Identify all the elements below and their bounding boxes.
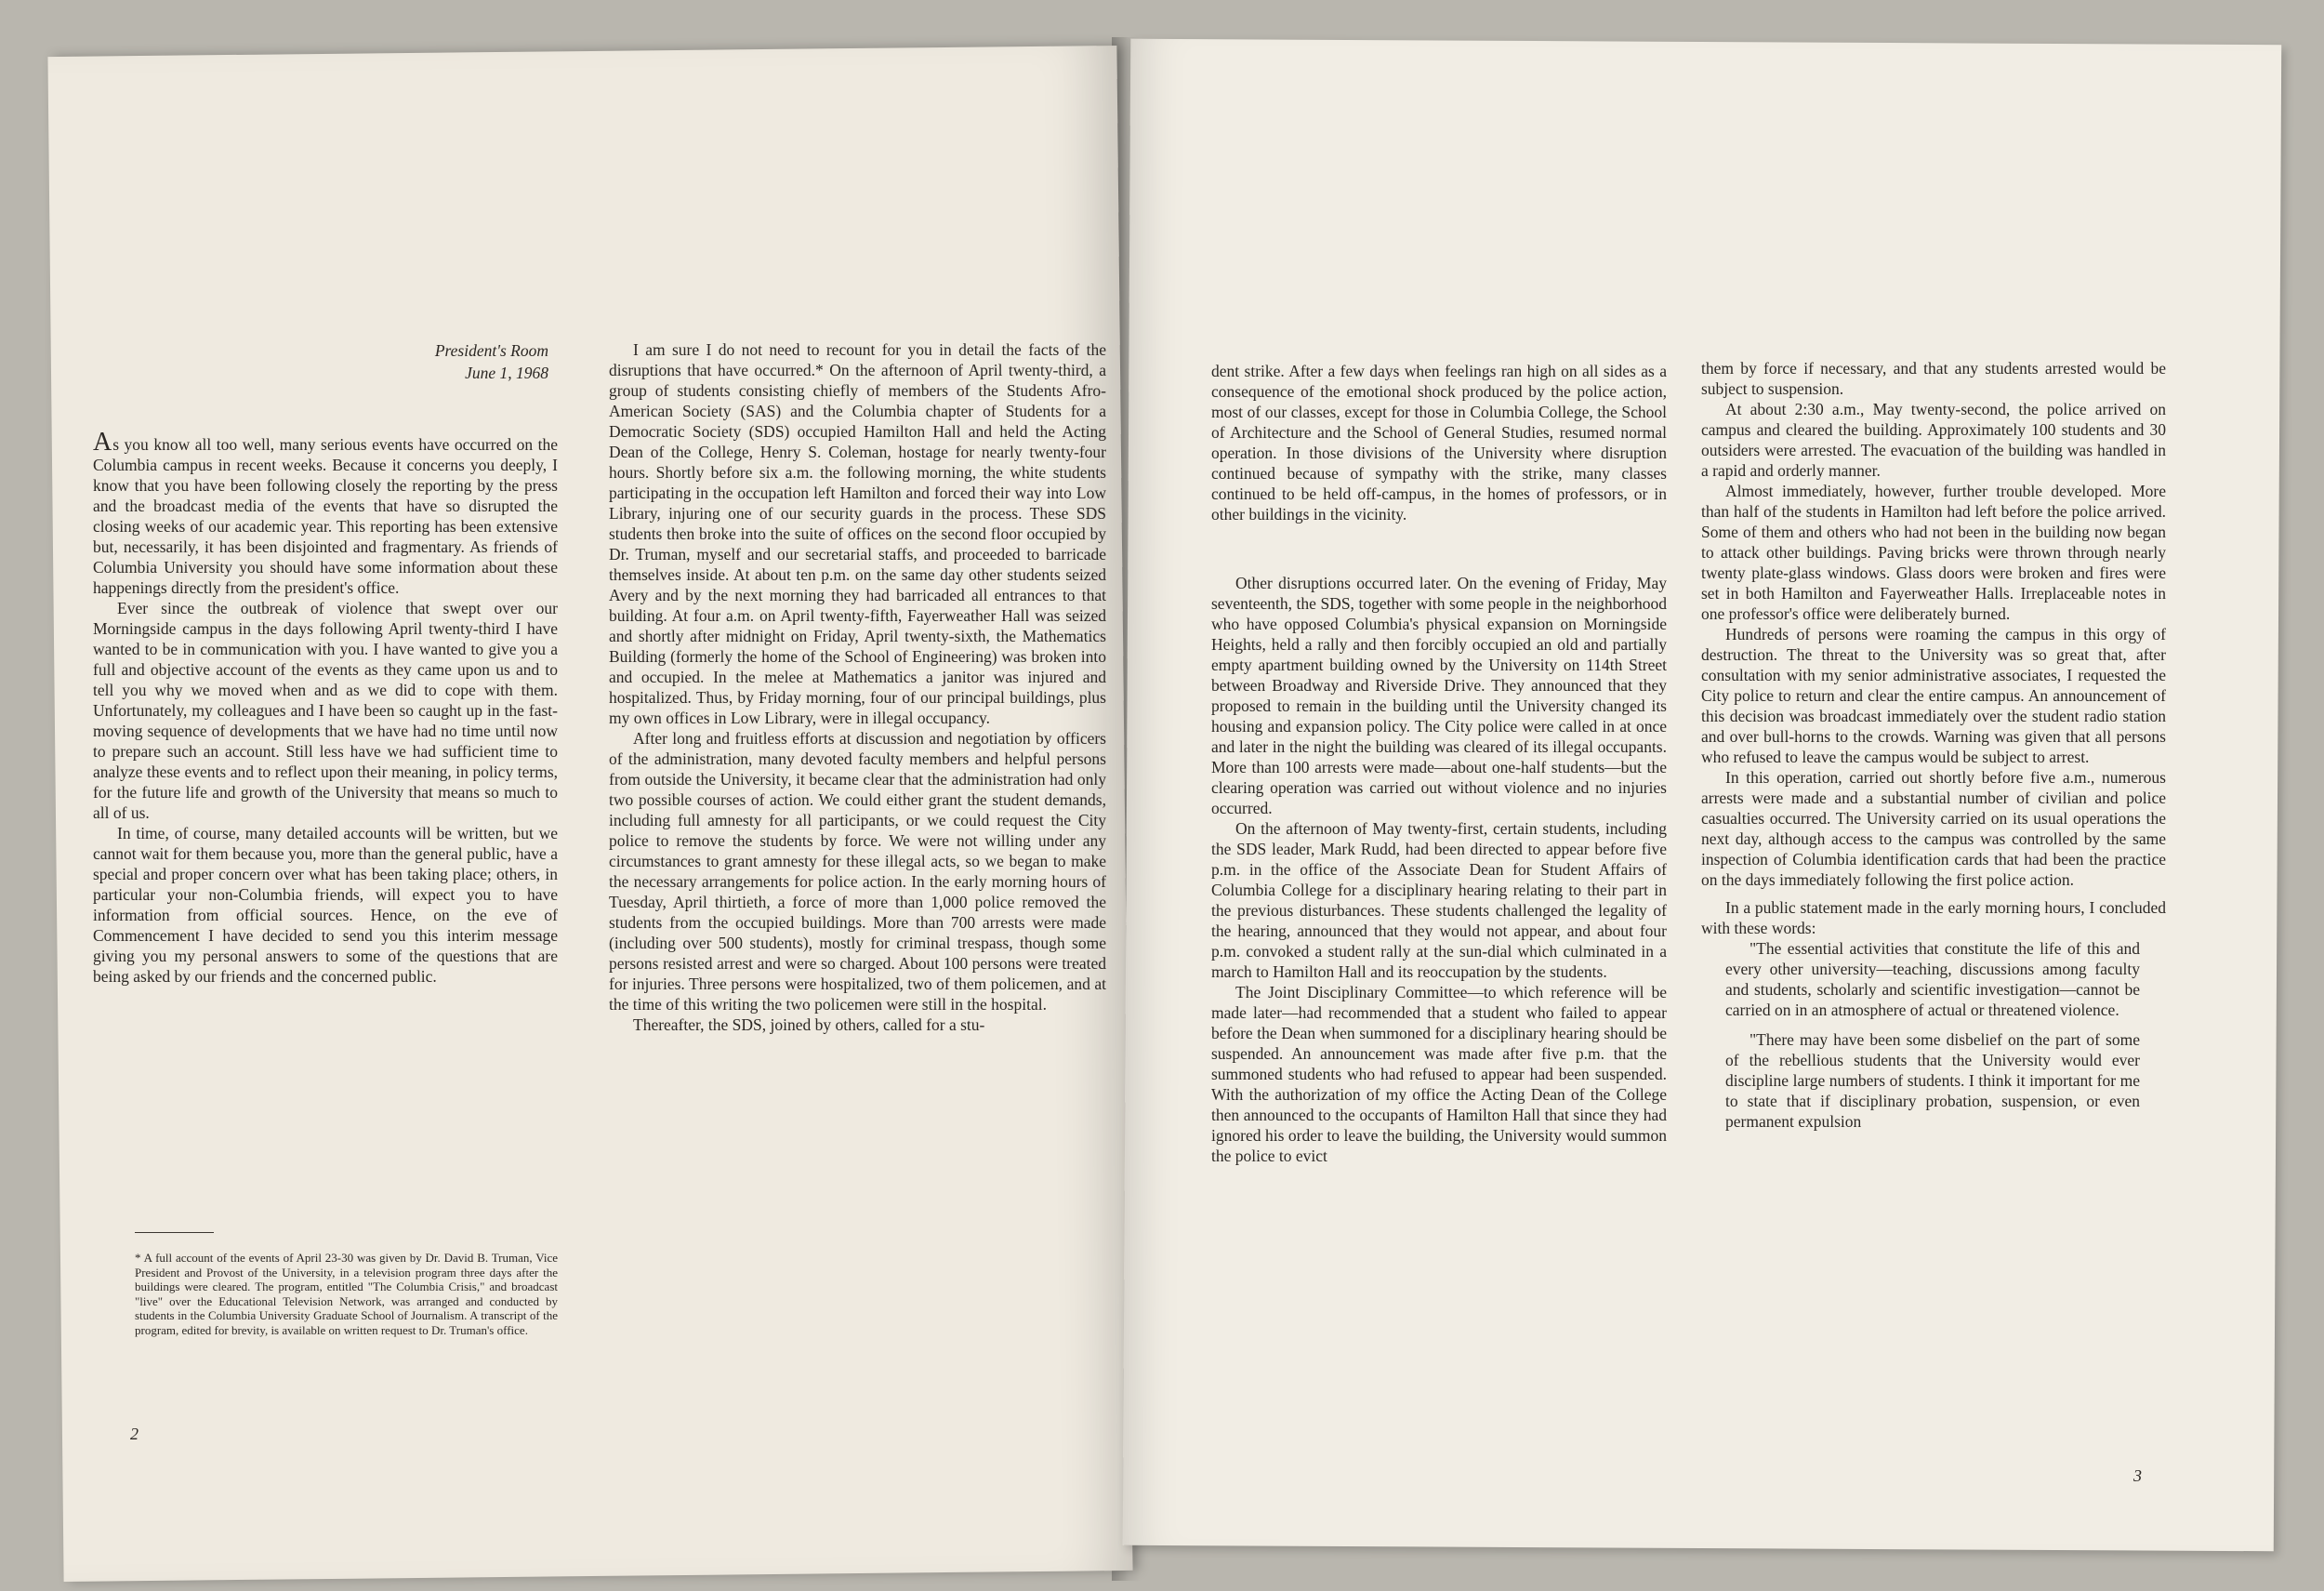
drop-cap: A: [93, 428, 113, 457]
paragraph: I am sure I do not need to recount for you in detail the facts of the disruptions that have occurred.* On the afternoon of April twenty-third, a group of students consisting chiefly of members of the Students Afro-American Society (SAS) and the Columbia chapter of Students for a Democratic Society (SDS) occupied Hamilton Hall and held the Acting Dean of the College, Henry S. Coleman, hostage for nearly twenty-four hours. Shortly before six a.m. the following morning, the white students participating in the occupation left Hamilton and forced their way into Low Library, injuring one of our security guards in the process. These SDS students then broke into the suite of offices on the second floor occupied by Dr. Truman, myself and our secretarial staffs, and proceeded to barricade themselves inside. At about ten p.m. on the same day other students seized Avery and by the next morning they had barricaded all entrances to that building. At four a.m. on April twenty-fifth, Fayerweather Hall was seized and shortly after midnight on Friday, April twenty-sixth, the Mathematics Building (formerly the home of the School of Engineering) was broken into and occupied. In the melee at Mathematics a janitor was injured and hospitalized. Thus, by Friday morning, four of our principal buildings, plus my own offices in Low Library, were in illegal occupancy.: [609, 340, 1106, 727]
paragraph: them by force if necessary, and that any students arrested would be subject to suspension.: [1701, 359, 2166, 398]
page-number-right: 3: [2133, 1466, 2142, 1485]
paragraph: Hundreds of persons were roaming the campus in this orgy of destruction. The threat to the University was so great that, after consultation with my senior administrative associates, I requested the City police to return and clear the entire campus. An announcement of this decision was broadcast immediately over the student radio station and over bull-horns to the crowds. Warning was given that all persons who refused to leave the campus would be subject to arrest.: [1701, 625, 2166, 766]
paragraph: In a public statement made in the early morning hours, I concluded with these words:: [1701, 898, 2166, 937]
paragraph: In this operation, carried out shortly before five a.m., numerous arrests were made and a substantial number of civilian and police casualties occurred. The University carried on its usual operations the next day, although access to the campus was controlled by the same inspection of Columbia identification cards that had been the practice on the days immediately following the first police action.: [1701, 768, 2166, 889]
paragraph: After long and fruitless efforts at discussion and negotiation by officers of the administration, many devoted faculty members and helpful persons from outside the University, it became clear that the administration had only two possible courses of action. We could either grant the student demands, including full amnesty for all participants, or we could request the City police to remove the students by force. We were not willing under any circumstances to grant amnesty for these illegal acts, so we began to make the necessary arrangements for police action. In the early morning hours of Tuesday, April thirtieth, a force of more than 1,000 police removed the students from the occupied buildings. More than 700 arrests were made (including over 500 students), mostly for criminal trespass, though some persons resisted arrest and were so charged. About 100 persons were treated for injuries. Three persons were hospitalized, two of them policemen, and at the time of this writing the two policemen were still in the hospital.: [609, 729, 1106, 1014]
left-column-1: [93, 428, 558, 987]
right-column-2: [1701, 358, 2166, 1132]
footnote: [135, 1251, 558, 1337]
paragraph: In time, of course, many detailed accounts will be written, but we cannot wait for them because you, more than the general public, have a special and proper concern over what has been taking place; others, in particular your non-Columbia friends, will expect you to have information from official sources. Hence, on the eve of Commencement I have decided to send you this interim message giving you my personal answers to some of the questions that are being asked by our friends and the concerned public.: [93, 824, 558, 986]
dateline: [363, 339, 548, 384]
paragraph: On the afternoon of May twenty-first, certain students, including the SDS leader, Mark Rudd, had been directed to appear before five p.m. in the office of the Associate Dean for Student Affairs of Columbia College for a disciplinary hearing relating to their part in the previous disturbances. These students challenged the legality of the hearing, announced that they would not appear, and about four p.m. convoked a student rally at the sun-dial which culminated in a march to Hamilton Hall and its reoccupation by the students.: [1211, 819, 1667, 981]
paragraph-text: s you know all too well, many serious events have occurred on the Columbia campus in recent weeks. Because it concerns you deeply, I know that you have been following closely the reporting by the press and the broadcast media of the events that have so disrupted the closing weeks of our academic year. This reporting has been extensive but, necessarily, it has been disjointed and fragmentary. As friends of Columbia University you should have some information about these happenings directly from the president's office.: [93, 435, 558, 597]
paragraph: At about 2:30 a.m., May twenty-second, the police arrived on campus and cleared the building. Approximately 100 students and 30 outsiders were arrested. The evacuation of the building was handled in a rapid and orderly manner.: [1701, 400, 2166, 480]
left-column-2: [609, 339, 1106, 1035]
paragraph: Ever since the outbreak of violence that swept over our Morningside campus in the days following April twenty-third I have wanted to be in communication with you. I have wanted to give you a full and objective account of the events as they came upon us and to tell you why we moved when and as we did to cope with them. Unfortunately, my colleagues and I have been so caught up in the fast-moving sequence of developments that we have had no time until now to prepare such an account. Still less have we had sufficient time to analyze these events and to reflect upon their meaning, in policy terms, for the future life and growth of the University that means so much to all of us.: [93, 599, 558, 822]
dateline-location: President's Room: [434, 341, 548, 360]
paragraph: Other disruptions occurred later. On the evening of Friday, May seventeenth, the SDS, together with some people in the neighborhood who have opposed Columbia's physical expansion on Morningside Heights, held a rally and then forcibly occupied an old and partially empty apartment building owned by the University on 114th Street between Broadway and Riverside Drive. They announced that they proposed to remain in the building until the University changed its housing and expansion policy. The City police were called in at once and later in the night the building was cleared of its illegal occupants. More than 100 arrests were made—about one-half students—but the clearing operation was carried out without violence and no injuries occurred.: [1211, 574, 1667, 817]
right-column-1: [1211, 361, 1667, 1166]
paragraph: Almost immediately, however, further trouble developed. More than half of the students in Hamilton had left before the police arrived. Some of them and others who had not been in the building now began to attack other buildings. Paving bricks were thrown through nearly twenty plate-glass windows. Glass doors were broken and fires were set in both Hamilton and Fayerweather Halls. Irreplaceable notes in one professor's office were deliberately burned.: [1701, 482, 2166, 623]
footnote-rule: [135, 1232, 214, 1233]
page-number-left: 2: [130, 1425, 139, 1443]
footnote-text: * A full account of the events of April 23-30 was given by Dr. David B. Truman, Vice President and Provost of the University, in a television program three days after the buildings were cleared. The program, entitled "The Columbia Crisis," and broadcast "live" over the Educational Television Network, was arranged and conducted by students in the Columbia University Graduate School of Journalism. A transcript of the program, edited for brevity, is available on written request to Dr. Truman's office.: [135, 1251, 558, 1337]
paragraph: dent strike. After a few days when feelings ran high on all sides as a consequence of the emotional shock produced by the police action, most of our classes, except for those in Columbia College, the School of Architecture and the School of General Studies, resumed normal operation. In those divisions of the University where disruption continued because of sympathy with the strike, many classes continued to be held off-campus, in the homes of professors, or in other buildings in the vicinity.: [1211, 362, 1667, 524]
dateline-date: June 1, 1968: [465, 364, 548, 382]
quotation: "The essential activities that constitute the life of this and every other university—teaching, discussions among faculty and students, scholarly and scientific investigation—cannot be carried on in an atmosphere of actual or threatened violence.: [1725, 939, 2140, 1019]
quotation: "There may have been some disbelief on the part of some of the rebellious students that the University would ever discipline large numbers of students. I think it important for me to state that if disciplinary probation, suspension, or even permanent expulsion: [1725, 1030, 2140, 1131]
paragraph: [93, 428, 558, 598]
paragraph: The Joint Disciplinary Committee—to which reference will be made later—had recommended that a student who failed to appear before the Dean when summoned for a disciplinary hearing should be suspended. An announcement was made after five p.m. that the summoned students who had refused to appear had been suspended. With the authorization of my office the Acting Dean of the College then announced to the occupants of Hamilton Hall that since they had ignored his order to leave the building, the University would summon the police to evict: [1211, 983, 1667, 1165]
paragraph: Thereafter, the SDS, joined by others, called for a stu-: [633, 1015, 985, 1034]
